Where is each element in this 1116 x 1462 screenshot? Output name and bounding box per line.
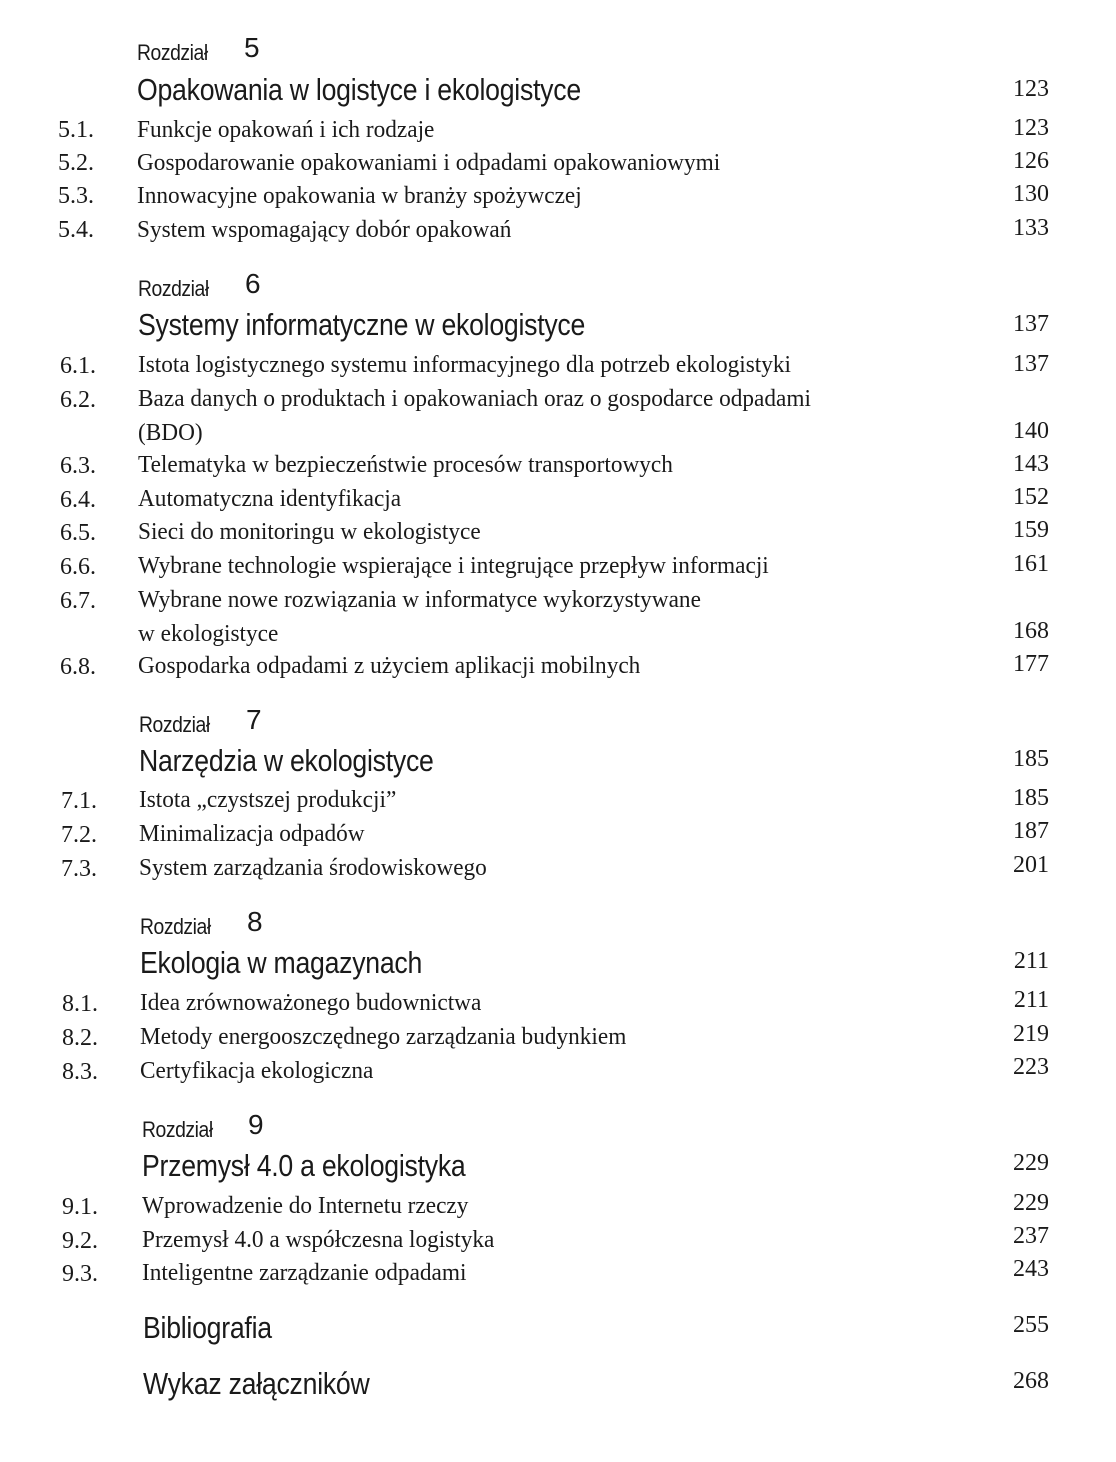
section-title[interactable]: Minimalizacja odpadów [139, 821, 365, 847]
bibliography-page-number: 255 [1013, 1312, 1049, 1338]
section-title[interactable]: Wybrane technologie wspierające i integrujące przepływ informacji [138, 553, 769, 579]
section-page-number: 123 [1013, 115, 1049, 141]
section-page-number: 219 [1013, 1021, 1049, 1047]
chapter-label: Rozdział [138, 276, 209, 301]
section-title[interactable]: Sieci do monitoringu w ekologistyce [138, 519, 481, 545]
chapter-number: 7 [246, 704, 262, 735]
chapter-label: Rozdział [139, 712, 210, 737]
section-title[interactable]: Funkcje opakowań i ich rodzaje [137, 117, 435, 143]
section-title[interactable]: Gospodarowanie opakowaniami i odpadami opakowaniowymi [137, 150, 721, 176]
section-page-number: 161 [1013, 551, 1049, 577]
section-number: 6.3. [60, 453, 96, 479]
section-page-number: 243 [1013, 1256, 1049, 1282]
section-page-number: 126 [1013, 148, 1049, 174]
section-number: 6.4. [60, 487, 96, 513]
section-title[interactable]: System zarządzania środowiskowego [139, 855, 487, 881]
chapter-label: Rozdział [142, 1117, 213, 1142]
chapter-label: Rozdział [137, 40, 208, 65]
chapter-title[interactable]: Przemysł 4.0 a ekologistyka [142, 1148, 466, 1183]
section-title[interactable]: Telematyka w bezpieczeństwie procesów transportowych [138, 452, 673, 478]
section-page-number: 177 [1013, 651, 1049, 677]
chapter-number: 9 [248, 1109, 264, 1140]
section-title[interactable]: System wspomagający dobór opakowań [137, 217, 512, 243]
section-number: 7.1. [61, 788, 97, 814]
section-page-number: 187 [1013, 818, 1049, 844]
section-title[interactable]: Istota logistycznego systemu informacyjnego dla potrzeb ekologistyki [138, 352, 791, 378]
section-number: 8.1. [62, 991, 98, 1017]
section-number: 6.6. [60, 554, 96, 580]
section-number: 6.8. [60, 654, 96, 680]
section-title-continuation[interactable]: w ekologistyce [138, 621, 279, 647]
section-title[interactable]: Innowacyjne opakowania w branży spożywczej [137, 183, 582, 209]
section-number: 8.2. [62, 1025, 98, 1051]
section-number: 7.3. [61, 856, 97, 882]
section-number: 5.4. [58, 217, 94, 243]
chapter-title[interactable]: Opakowania w logistyce i ekologistyce [137, 72, 581, 107]
section-number: 5.2. [58, 150, 94, 176]
section-title[interactable]: Gospodarka odpadami z użyciem aplikacji mobilnych [138, 653, 641, 679]
chapter-page-number: 185 [1013, 746, 1049, 772]
section-number: 9.1. [62, 1194, 98, 1220]
chapter-number: 5 [244, 32, 260, 63]
section-number: 8.3. [62, 1059, 98, 1085]
section-number: 6.7. [60, 588, 96, 614]
section-number: 9.3. [62, 1261, 98, 1287]
section-number: 6.1. [60, 353, 96, 379]
section-page-number: 201 [1013, 852, 1049, 878]
section-number: 6.2. [60, 387, 96, 413]
section-title[interactable]: Wybrane nowe rozwiązania w informatyce wykorzystywane [138, 587, 701, 613]
section-page-number: 137 [1013, 351, 1049, 377]
section-page-number: 168 [1013, 618, 1049, 644]
section-number: 7.2. [61, 822, 97, 848]
section-page-number: 185 [1013, 785, 1049, 811]
section-title[interactable]: Idea zrównoważonego budownictwa [140, 990, 482, 1016]
chapter-title[interactable]: Systemy informatyczne w ekologistyce [138, 307, 586, 342]
appendices-page-number: 268 [1013, 1368, 1049, 1394]
section-number: 6.5. [60, 520, 96, 546]
section-title[interactable]: Baza danych o produktach i opakowaniach oraz o gospodarce odpadami [138, 386, 811, 412]
section-page-number: 223 [1013, 1054, 1049, 1080]
section-title[interactable]: Istota „czystszej produkcji” [139, 787, 397, 813]
section-number: 5.3. [58, 183, 94, 209]
section-title[interactable]: Inteligentne zarządzanie odpadami [142, 1260, 467, 1286]
section-page-number: 229 [1013, 1190, 1049, 1216]
bibliography-title[interactable]: Bibliografia [143, 1310, 272, 1345]
chapter-page-number: 229 [1013, 1150, 1049, 1176]
chapter-label: Rozdział [140, 914, 211, 939]
section-title[interactable]: Wprowadzenie do Internetu rzeczy [142, 1193, 469, 1219]
section-page-number: 211 [1013, 987, 1049, 1013]
chapter-number: 8 [247, 906, 263, 937]
section-page-number: 143 [1013, 451, 1049, 477]
chapter-page-number: 137 [1013, 311, 1049, 337]
section-page-number: 159 [1013, 517, 1049, 543]
appendices-title[interactable]: Wykaz załączników [143, 1366, 370, 1401]
chapter-page-number: 211 [1013, 948, 1049, 974]
section-page-number: 140 [1013, 418, 1049, 444]
section-number: 5.1. [58, 117, 94, 143]
section-title[interactable]: Metody energooszczędnego zarządzania budynkiem [140, 1024, 627, 1050]
section-page-number: 133 [1013, 215, 1049, 241]
chapter-number: 6 [245, 268, 261, 299]
chapter-title[interactable]: Narzędzia w ekologistyce [139, 743, 434, 778]
chapter-title[interactable]: Ekologia w magazynach [140, 945, 423, 980]
section-page-number: 237 [1013, 1223, 1049, 1249]
section-title[interactable]: Automatyczna identyfikacja [138, 486, 402, 512]
section-title-continuation[interactable]: (BDO) [138, 420, 203, 446]
section-title[interactable]: Certyfikacja ekologiczna [140, 1058, 374, 1084]
section-number: 9.2. [62, 1228, 98, 1254]
section-page-number: 152 [1013, 484, 1049, 510]
section-page-number: 130 [1013, 181, 1049, 207]
chapter-page-number: 123 [1013, 76, 1049, 102]
section-title[interactable]: Przemysł 4.0 a współczesna logistyka [142, 1227, 495, 1253]
